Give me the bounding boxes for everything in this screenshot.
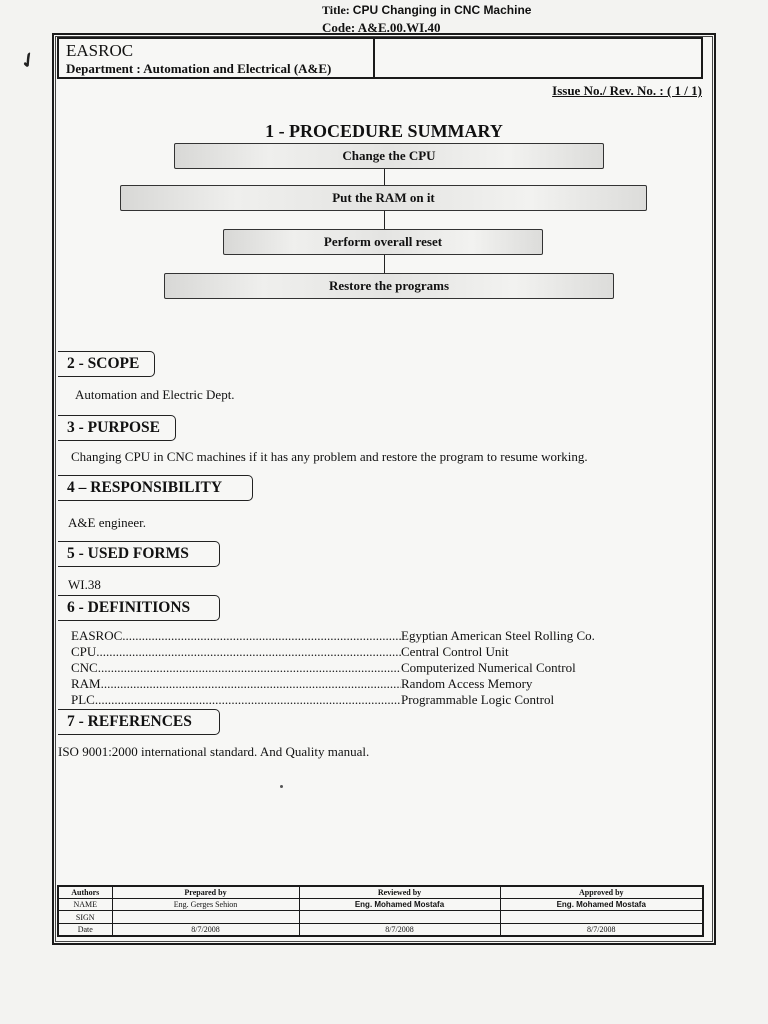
table-row (58, 911, 703, 923)
approved-by-header: Approved by (500, 886, 703, 899)
flow-connector (384, 169, 385, 185)
row-label: SIGN (58, 911, 112, 923)
prepared-by-date: 8/7/2008 (112, 923, 299, 936)
scope-text: Automation and Electric Dept. (75, 387, 235, 402)
procedure-summary-heading: 1 - PROCEDURE SUMMARY (265, 121, 503, 141)
reviewed-by-name: Eng. Mohamed Mostafa (299, 899, 500, 911)
flow-step-3: Perform overall reset (223, 229, 543, 255)
flow-connector (384, 255, 385, 273)
purpose-heading: 3 - PURPOSE (58, 415, 176, 441)
used-forms-text: WI.38 (68, 577, 101, 592)
definition-row (71, 676, 631, 692)
responsibility-heading: 4 – RESPONSIBILITY (58, 475, 253, 501)
table-row (58, 923, 703, 936)
department-name: Department : Automation and Electrical (A&E) (66, 61, 332, 76)
definition-desc: Computerized Numerical Control (401, 660, 576, 675)
flow-step-4: Restore the programs (164, 273, 614, 299)
definitions-list (71, 628, 631, 708)
table-row (58, 899, 703, 911)
definition-term: RAM ..... (71, 676, 401, 692)
reviewed-by-header: Reviewed by (299, 886, 500, 899)
table-row (58, 886, 703, 899)
approved-by-date: 8/7/2008 (500, 923, 703, 936)
definition-term: PLC ..... (71, 692, 401, 708)
issue-revision: Issue No./ Rev. No. : ( 1 / 1) (552, 83, 702, 98)
document-header (57, 37, 703, 79)
used-forms-heading: 5 - USED FORMS (58, 541, 220, 567)
company-name: EASROC (66, 41, 134, 60)
references-text: ISO 9001:2000 international standard. And Quality manual. (58, 744, 370, 759)
prepared-by-header: Prepared by (112, 886, 299, 899)
title-label: Title: (322, 3, 350, 17)
document-code: Code: A&E.00.WI.40 (322, 20, 441, 35)
definition-term: EASROC ..... (71, 628, 401, 644)
definition-desc: Random Access Memory (401, 676, 533, 691)
row-label: NAME (58, 899, 112, 911)
row-label: Date (58, 923, 112, 936)
definition-desc: Programmable Logic Control (401, 692, 555, 707)
flow-step-1: Change the CPU (174, 143, 604, 169)
definition-desc: Central Control Unit (401, 644, 509, 659)
header-left-cell (59, 39, 375, 77)
handwritten-mark: ✓ (15, 47, 42, 75)
signoff-table (57, 885, 704, 937)
definition-row (71, 692, 631, 708)
flow-connector (384, 211, 385, 229)
definition-term: CNC ..... (71, 660, 401, 676)
definitions-heading: 6 - DEFINITIONS (58, 595, 220, 621)
approved-by-sign (500, 911, 703, 923)
prepared-by-sign (112, 911, 299, 923)
references-heading: 7 - REFERENCES (58, 709, 220, 735)
reviewed-by-sign (299, 911, 500, 923)
definition-desc: Egyptian American Steel Rolling Co. (401, 628, 595, 643)
scope-heading: 2 - SCOPE (58, 351, 155, 377)
row-label: Authors (58, 886, 112, 899)
definition-term: CPU ..... (71, 644, 401, 660)
responsibility-text: A&E engineer. (68, 515, 146, 530)
prepared-by-name: Eng. Gerges Sehion (112, 899, 299, 911)
definition-row (71, 644, 631, 660)
scan-speck (280, 785, 283, 788)
purpose-text: Changing CPU in CNC machines if it has any problem and restore the program to resume working. (71, 449, 588, 464)
document-title (322, 3, 531, 18)
definition-row (71, 628, 631, 644)
reviewed-by-date: 8/7/2008 (299, 923, 500, 936)
definition-row (71, 660, 631, 676)
approved-by-name: Eng. Mohamed Mostafa (500, 899, 703, 911)
title-value: CPU Changing in CNC Machine (352, 3, 532, 17)
flow-step-2: Put the RAM on it (120, 185, 647, 211)
